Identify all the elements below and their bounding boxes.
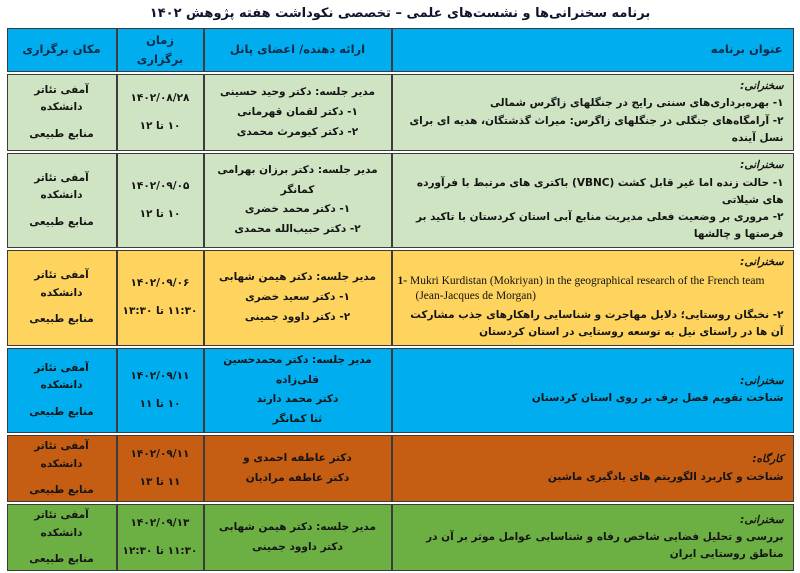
event-hours: ۱۱ تا ۱۳: [139, 476, 181, 489]
header-row: [7, 28, 794, 72]
panel-cell: [204, 153, 392, 248]
program-type-label: کارگاه:: [752, 453, 784, 466]
event-hours: ۱۰ تا ۱۱: [139, 397, 181, 410]
panel-line: دکتر عاطفه احمدی و: [243, 451, 352, 464]
event-date: ۱۴۰۲/۰۹/۰۶: [130, 276, 190, 289]
program-title-cell: [392, 74, 794, 151]
location-line: آمفی تئاتر دانشکده: [34, 361, 89, 392]
panel-line: ۱- دکتر سعید خضری: [245, 290, 350, 303]
program-title-cell: [392, 435, 794, 502]
panel-cell: [204, 504, 392, 571]
panel-line: ۱- دکتر محمد خضری: [244, 203, 351, 216]
time-cell: [117, 435, 204, 502]
table-row: [7, 348, 794, 434]
table-row: [7, 74, 794, 151]
column-header-panel: ارائه دهنده/ اعضای پانل: [204, 28, 392, 72]
page-title: برنامه سخنرانی‌ها و نشست‌های علمی – تخصصی نکوداشت هفته پژوهش ۱۴۰۲: [149, 6, 651, 21]
panel-cell: [204, 74, 392, 151]
program-title-cell: [392, 153, 794, 248]
time-cell: [117, 348, 204, 434]
schedule-table: [7, 26, 794, 573]
location-line: منابع طبیعی: [29, 552, 94, 565]
program-item: ۲- مروری بر وضعیت فعلی مدیریت منابع آبی استان کردستان با تاکید بر فرصتها و چالشها: [415, 211, 784, 241]
program-type-label: سخنرانی:: [740, 159, 784, 172]
panel-line: ۲- دکتر کیومرث محمدی: [236, 125, 359, 138]
location-cell: [7, 250, 117, 346]
panel-line: دکتر داوود جمینی: [252, 540, 343, 553]
location-cell: [7, 348, 117, 434]
panel-cell: [204, 435, 392, 502]
location-cell: [7, 504, 117, 571]
program-type-label: سخنرانی:: [740, 513, 784, 526]
location-line: آمفی تئاتر دانشکده: [34, 509, 89, 539]
program-type-label: سخنرانی:: [740, 255, 784, 268]
panel-line: ۱- دکتر لقمان قهرمانی: [237, 105, 358, 118]
panel-cell: [204, 348, 392, 434]
event-date: ۱۴۰۲/۰۸/۲۸: [130, 91, 190, 104]
program-item: شناخت و کاربرد الگوریتم های یادگیری ماشین: [547, 470, 784, 483]
table-row: [7, 435, 794, 502]
column-header-location: مکان برگزاری: [7, 28, 117, 72]
panel-line: دکتر عاطفه مرادیان: [245, 471, 350, 484]
program-title-cell: [392, 504, 794, 571]
location-line: آمفی تئاتر دانشکده: [34, 172, 89, 202]
event-hours: ۱۰ تا ۱۲: [139, 207, 181, 220]
location-line: منابع طبیعی: [29, 312, 94, 325]
location-line: آمفی تئاتر دانشکده: [34, 440, 89, 470]
location-line: منابع طبیعی: [29, 483, 94, 496]
event-date: ۱۴۰۲/۰۹/۰۵: [130, 179, 190, 192]
location-cell: [7, 74, 117, 151]
program-item-english: [398, 274, 784, 304]
program-item-number: 1-: [397, 275, 408, 288]
panel-cell: [204, 250, 392, 346]
program-item: ۱- حالت زنده اما غیر قابل کشت (VBNC) باکتری های مرتبط با فرآورده های شیلاتی: [416, 176, 784, 206]
time-cell: [117, 74, 204, 151]
table-row: [7, 250, 794, 346]
column-header-program-title: عنوان برنامه: [392, 28, 794, 72]
program-title-cell: [392, 250, 794, 346]
column-header-time: زمان برگزاری: [117, 28, 204, 72]
program-item-text: Mukri Kurdistan (Mokriyan) in the geographical research of the French team (Jean-Jacques de Morgan): [409, 275, 765, 302]
time-cell: [117, 504, 204, 571]
event-hours: ۱۱:۳۰ تا ۱۳:۳۰: [122, 305, 198, 318]
table-row: [7, 153, 794, 248]
location-line: منابع طبیعی: [29, 405, 94, 418]
panel-line: مدیر جلسه: دکتر برزان بهرامی کمانگر: [217, 163, 378, 196]
panel-line: ثنا کمانگر: [272, 413, 323, 426]
panel-line: مدیر جلسه: دکتر وحید حسینی: [220, 85, 375, 98]
location-line: منابع طبیعی: [29, 215, 94, 228]
program-item: ۲- آرامگاه‌های جنگلی در جنگلهای زاگرس: میراث گذشتگان، هدیه ای برای نسل آینده: [409, 114, 784, 144]
event-date: ۱۴۰۲/۰۹/۱۱: [130, 447, 190, 460]
panel-line: ۲- دکتر داوود جمینی: [244, 310, 351, 323]
location-cell: [7, 153, 117, 248]
program-item: بررسی و تحلیل فضایی شاخص رفاه و شناسایی عوامل موثر بر آن در مناطق روستایی ایران: [426, 531, 784, 561]
location-line: آمفی تئاتر دانشکده: [34, 269, 89, 299]
event-date: ۱۴۰۲/۰۹/۱۱: [130, 369, 190, 382]
event-date: ۱۴۰۲/۰۹/۱۳: [130, 516, 190, 529]
table-row: [7, 504, 794, 571]
location-cell: [7, 435, 117, 502]
panel-line: ۲- دکتر حبیب‌الله محمدی: [234, 223, 361, 236]
program-title-cell: [392, 348, 794, 434]
event-hours: ۱۰ تا ۱۲: [139, 120, 181, 133]
program-type-label: سخنرانی:: [740, 375, 784, 388]
program-item: شناخت تقویم فصل برف بر روی استان کردستان: [531, 392, 784, 405]
location-line: آمفی تئاتر دانشکده: [34, 84, 89, 114]
time-cell: [117, 153, 204, 248]
panel-line: مدیر جلسه: دکتر هیمن شهابی: [219, 520, 376, 533]
program-item: ۱- بهره‌برداری‌های سنتی رایج در جنگلهای زاگرس شمالی: [490, 97, 784, 110]
event-hours: ۱۱:۳۰ تا ۱۲:۳۰: [122, 545, 198, 558]
location-line: منابع طبیعی: [29, 127, 94, 140]
program-item: ۲- نخبگان روستایی؛ دلایل مهاجرت و شناسایی راهکارهای جذب مشارکت آن ها در راستای نیل به توسعه روستایی در استان کردستان: [410, 308, 784, 339]
panel-line: دکتر محمد دارند: [256, 393, 339, 406]
time-cell: [117, 250, 204, 346]
panel-line: مدیر جلسه: دکتر محمدحسین قلی‌زاده: [223, 353, 372, 386]
program-type-label: سخنرانی:: [740, 79, 784, 92]
panel-line: مدیر جلسه: دکتر هیمن شهابی: [219, 270, 376, 283]
